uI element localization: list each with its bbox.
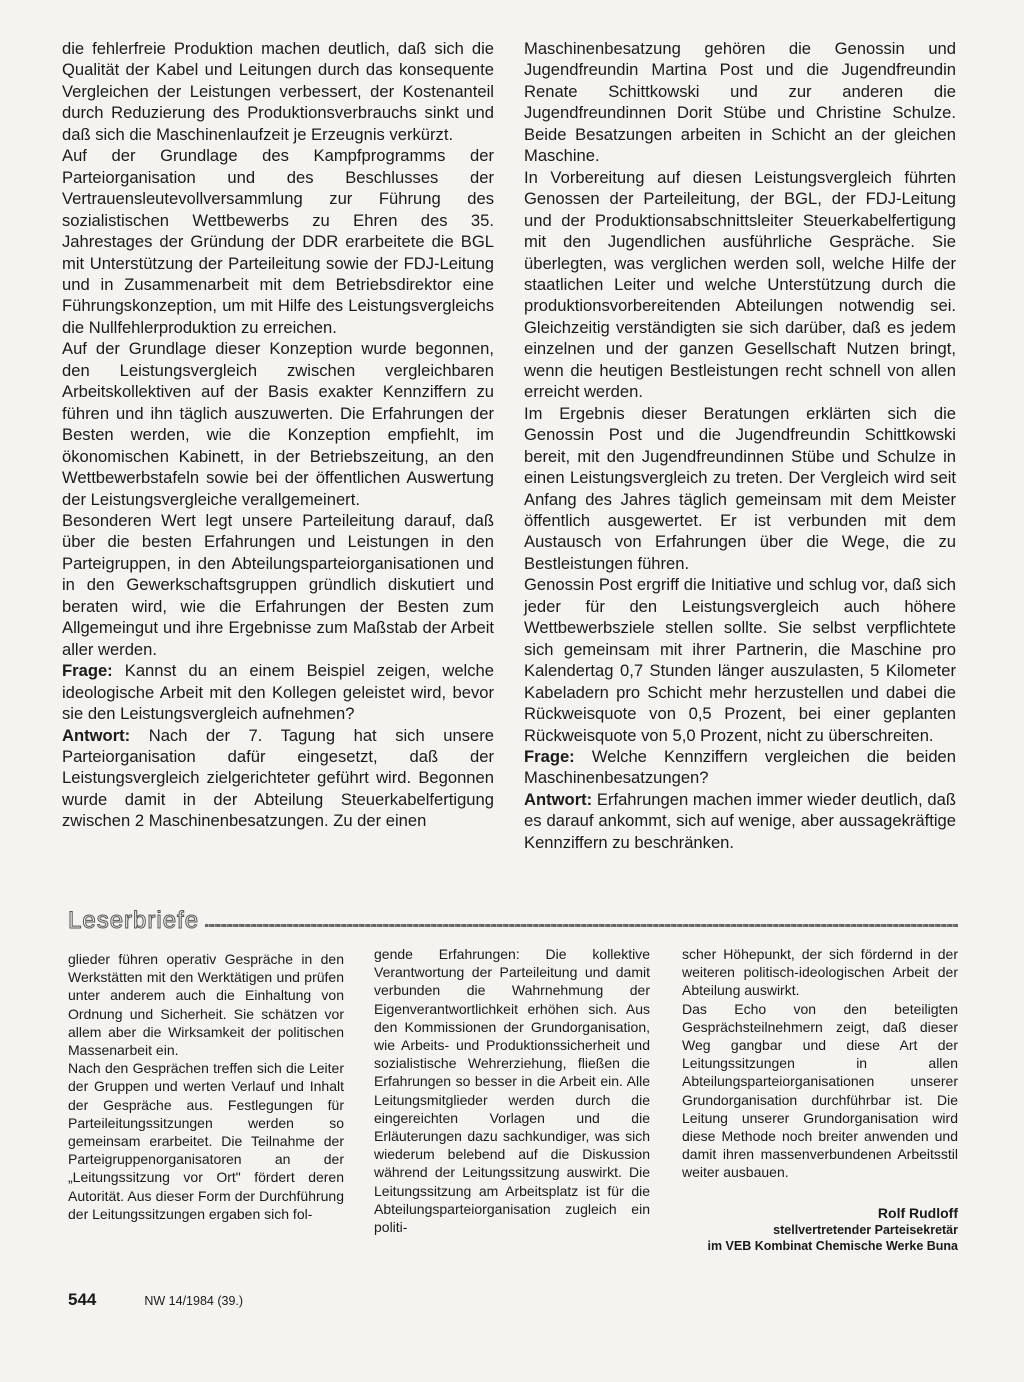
answer-label: Antwort: <box>62 725 131 745</box>
answer-text: Erfahrungen machen immer wieder deutlich, daß es darauf ankommt, sich auf wenige, aber aussagekräftige Kennziffern zu beschränken. <box>524 789 956 852</box>
author-role: stellvertretender Parteisekretär <box>773 1222 958 1237</box>
letter-column-right <box>682 945 958 1254</box>
issue-reference: NW 14/1984 (39.) <box>144 1294 244 1308</box>
paragraph: Genossin Post ergriff die Initiative und schlug vor, daß sich jeder für den Leistungsvergleich auch höhere Wettbewerbsziele stellen sollte. Sie selbst verpflichtete sich gemeinsam mit ihrer Partnerin, die Maschine pro Kalendertag 0,7 Stunden länger auszulasten, 5 Kilometer Kabeladern pro Schicht mehr herzustellen und dabei die Rückweisquote von 0,5 Prozent, bei einer geplanten Rückweisquote von 5,0 Prozent, nicht zu überschreiten. <box>524 575 956 745</box>
paragraph: Im Ergebnis dieser Beratungen erklärten sich die Genossin Post und die Jugendfreundin Schittkowski bereit, mit den Jugendfreundinnen Stübe und Schulze in einen Leistungsvergleich zu treten. Der Vergleich wird seit Anfang des Jahres täglich gemeinsam mit dem Meister öffentlich ausgewertet. Er ist verbunden mit dem Austausch von Erfahrungen über die Wege, die zu Bestleistungen führen. <box>524 403 956 573</box>
author-signature <box>682 1204 958 1254</box>
article-column-right <box>524 38 956 853</box>
paragraph: Das Echo von den beteiligten Gesprächsteilnehmern zeigt, daß dieser Weg gangbar und diese Art der Leitungssitzungen in allen Abteilungsparteiorganisationen unserer Grundorganisation durchführbar ist. Die Leitung unserer Grundorganisation wird diese Methode noch breiter anwenden und damit ihren massenverbundenen Arbeitsstil weiter ausbauen. <box>682 1000 958 1181</box>
paragraph: glieder führen operativ Gespräche in den Werkstätten mit den Werktätigen und prüfen unter anderem auch die Einhaltung von Ordnung und Sicherheit. Sie schätzen vor allem aber die Wirksamkeit der politischen Massenarbeit ein. <box>68 951 344 1059</box>
answer-text: Nach der 7. Tagung hat sich unsere Parteiorganisation dafür eingesetzt, daß der Leistungsvergleich zielgerichteter geführt wird. Begonnen wurde damit in der Abteilung Steuerkabelfertigung zwischen 2 Maschinenbesatzungen. Zu der einen <box>62 725 494 831</box>
letter-column-middle <box>374 945 650 1236</box>
page-number: 544 <box>68 1290 97 1309</box>
paragraph: gende Erfahrungen: Die kollektive Verantwortung der Parteileitung und damit verbunden die Wahrnehmung der Eigenverantwortlichkeit erhöhen sich. Aus den Kommissionen der Grundorganisation, wie Arbeits- und Produktionssicherheit und sozialistische Wehrerziehung, fließen die Erfahrungen so besser in die Arbeit ein. Alle Leitungsmitglieder werden durch die eingereichten Vorlagen und die Erläuterungen dazu sachkundiger, was sich wiederum belebend auf die Diskussion während der Leitungssitzung auswirkt. Die Leitungssitzung am Arbeitsplatz ist für die Abteilungsparteiorganisation zugleich ein politi- <box>374 946 650 1236</box>
paragraph: Nach den Gesprächen treffen sich die Leiter der Gruppen und werten Verlauf und Inhalt der Gespräche aus. Festlegungen für Parteileitungssitzungen werden so gemeinsam erarbeitet. Die Teilnahme der Parteigruppenorganisatoren an der „Leitungssitzung vor Ort" fördert deren Autorität. Aus dieser Form der Durchführung der Leitungssitzungen ergaben sich fol- <box>68 1060 344 1222</box>
paragraph: Auf der Grundlage dieser Konzeption wurde begonnen, den Leistungsvergleich zwischen vergleichbaren Arbeitskollektiven auf der Basis exakter Kennziffern zu führen und ihn täglich auszuwerten. Die Erfahrungen der Besten werden, wie die Konzeption empfiehlt, im ökonomischen Kabinett, in der Betriebszeitung, an den Wettbewerbstafeln sowie bei der öffentlichen Auswertung der Leistungsvergleiche verallgemeinert. <box>62 339 494 509</box>
article-column-left <box>62 38 494 832</box>
question-text: Kannst du an einem Beispiel zeigen, welche ideologische Arbeit mit den Kollegen geleistet wird, bevor sie den Leistungsvergleich aufnehmen? <box>62 661 494 724</box>
author-affiliation: im VEB Kombinat Chemische Werke Buna <box>707 1238 958 1253</box>
paragraph: scher Höhepunkt, der sich fördernd in der weiteren politisch-ideologischen Arbeit der Abteilung auswirkt. <box>682 946 958 999</box>
paragraph: Besonderen Wert legt unsere Parteileitung darauf, daß über die besten Erfahrungen und Leistungen in den Parteigruppen, in den Abteilungsparteiorganisationen und in den Gewerkschaftsgruppen gründlich diskutiert und beraten wird, wie die Erfahrungen der Besten zum Allgemeingut und ihre Ergebnisse zum Maßstab der Arbeit aller werden. <box>62 510 494 659</box>
paragraph: die fehlerfreie Produktion machen deutlich, daß sich die Qualität der Kabel und Leitungen durch das konsequente Vergleichen der Leistungen verbessert, der Kostenanteil durch Reduzierung des Produktionsverbrauchs sinkt und daß sich die Maschinenlaufzeit je Erzeugnis verkürzt. <box>62 39 494 144</box>
interview-answer <box>62 725 494 832</box>
paragraph: In Vorbereitung auf diesen Leistungsvergleich führten Genossen der Parteileitung, der BGL, der FDJ-Leitung und der Produktionsabschnittsleiter Steuerkabelfertigung mit den Jugendlichen ausführliche Gespräche. Sie überlegten, was verglichen werden soll, welche Hilfe der staatlichen Leiter und welche Unterstützung durch die produktionsvorbereitenden Abteilungen notwendig sei. Gleichzeitig verständigten sie sich darüber, daß es jedem einzelnen und der ganzen Gesellschaft Nutzen bringt, wenn die heutigen Bestleistungen recht schnell von allen erreicht werden. <box>524 167 956 402</box>
question-label: Frage: <box>524 746 575 766</box>
interview-question <box>62 660 494 724</box>
author-name: Rolf Rudloff <box>877 1204 958 1221</box>
paragraph: Maschinenbesatzung gehören die Genossin und Jugendfreundin Martina Post und die Jugendfreundin Renate Schittkowski und zur anderen die Jugendfreundinnen Dorit Stübe und Christine Schulze. Beide Besatzungen arbeiten in Schicht an der gleichen Maschine. <box>524 39 956 166</box>
interview-question <box>524 746 956 789</box>
paragraph: Auf der Grundlage des Kampfprogramms der Parteiorganisation und des Beschlusses der Vertrauensleutevollversammlung zur Führung des sozialistischen Wettbewerbs zu Ehren des 35. Jahrestages der Gründung der DDR erarbeitete die BGL mit Unterstützung der Parteileitung sowie der FDJ-Leitung und in Zusammenarbeit mit dem Betriebsdirektor eine Führungskonzeption, um mit Hilfe des Leistungsvergleichs die Nullfehlerproduktion zu erreichen. <box>62 146 494 337</box>
interview-answer <box>524 789 956 853</box>
answer-label: Antwort: <box>524 789 593 809</box>
page-footer <box>68 1290 243 1310</box>
question-label: Frage: <box>62 661 113 681</box>
section-header <box>68 906 958 936</box>
letter-column-left <box>68 950 344 1223</box>
section-divider <box>205 924 958 927</box>
section-title: Leserbriefe <box>68 907 200 934</box>
question-text: Welche Kennziffern vergleichen die beiden Maschinenbesatzungen? <box>524 746 956 788</box>
